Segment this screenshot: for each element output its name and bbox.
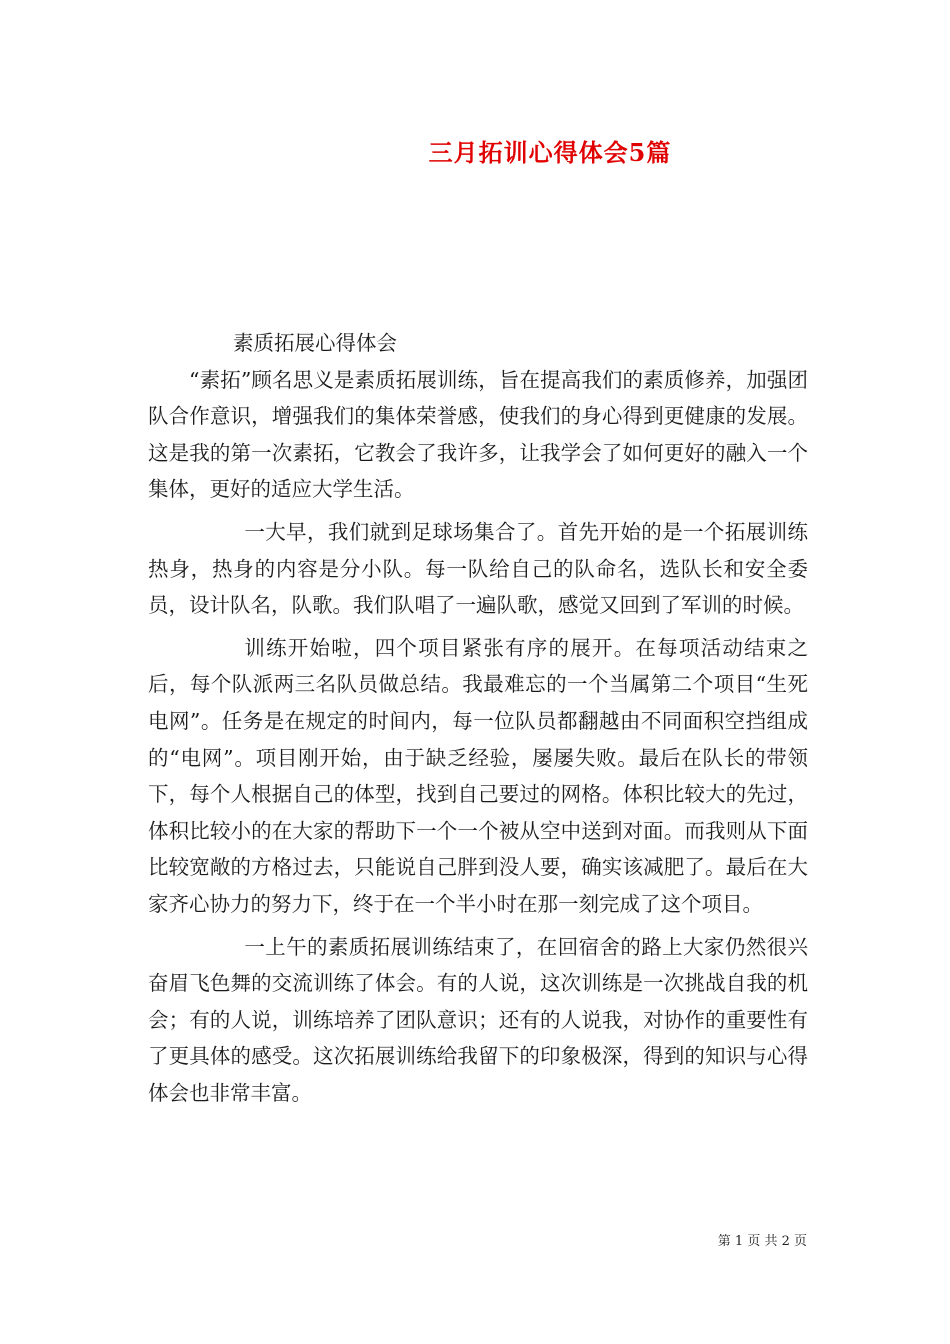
document-title: 三月拓训心得体会5篇 [428, 138, 672, 167]
section-subtitle: 素质拓展心得体会 [233, 331, 397, 355]
page-number: 第 1 页 共 2 页 [717, 1234, 807, 1249]
paragraph-3: 训练开始啦，四个项目紧张有序的展开。在每项活动结束之后，每个队派两三名队员做总结。我最难忘的一个当属第二个项目“生死电网”。任务是在规定的时间内，每一位队员都翻越由不同面积空挡组成的“电网”。项目刚开始，由于缺乏经验，屡屡失败。最后在队长的带领下，每个人根据自己的体型，找到自己要过的网格。体积比较大的先过，体积比较小的在大家的帮助下一个一个被从空中送到对面。而我则从下面比较宽敞的方格过去，只能说自己胖到没人要，确实该减肥了。最后在大家齐心协力的努力下，终于在一个半小时在那一刻完成了这个项目。 [148, 635, 808, 916]
document-body [148, 325, 808, 1111]
paragraph-4: 一上午的素质拓展训练结束了，在回宿舍的路上大家仍然很兴奋眉飞色舞的交流训练了体会。有的人说，这次训练是一次挑战自我的机会；有的人说，训练培养了团队意识；还有的人说我，对协作的重要性有了更具体的感受。这次拓展训练给我留下的印象极深，得到的知识与心得体会也非常丰富。 [148, 934, 808, 1105]
paragraph-2: 一大早，我们就到足球场集合了。首先开始的是一个拓展训练热身，热身的内容是分小队。每一队给自己的队命名，选队长和安全委员，设计队名，队歌。我们队唱了一遍队歌，感觉又回到了军训的时候。 [148, 519, 808, 618]
paragraph-1: “素拓”顾名思义是素质拓展训练，旨在提高我们的素质修养，加强团队合作意识，增强我们的集体荣誉感，使我们的身心得到更健康的发展。这是我的第一次素拓，它教会了我许多，让我学会了如何更好的融入一个集体，更好的适应大学生活。 [148, 367, 808, 502]
